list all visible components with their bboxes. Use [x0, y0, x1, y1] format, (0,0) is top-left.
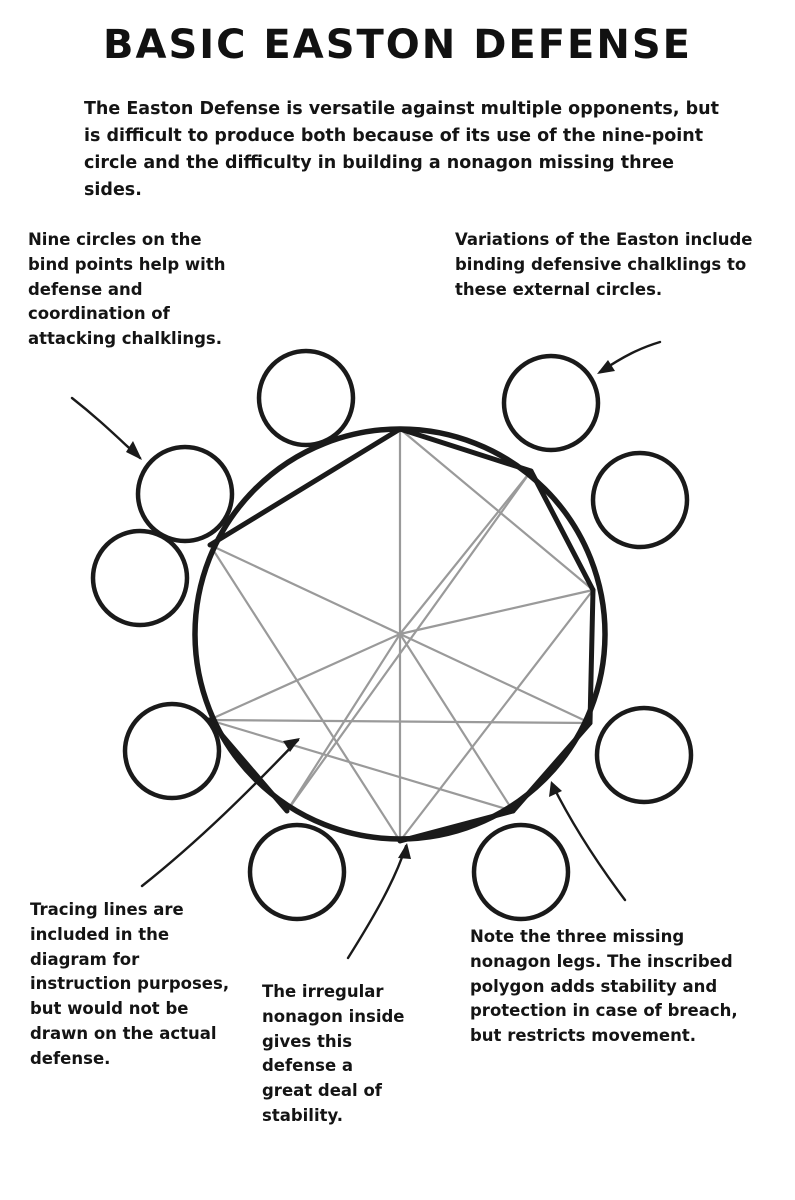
arrow-variations: [600, 342, 660, 372]
intro-paragraph: The Easton Defense is versatile against multiple opponents, but is difficult to produce both because of its use of the nine-point circle and the difficulty in building a nonagon missing three sides.: [84, 99, 719, 201]
trace-line: [400, 634, 513, 811]
trace-chord: [400, 590, 593, 841]
annotation-arrows-group: [72, 342, 660, 958]
arrowhead: [549, 781, 562, 797]
arrowhead: [126, 441, 142, 460]
tracing-lines-group: [209, 429, 593, 841]
nonagon-leg: [531, 471, 593, 590]
bind-circle: [504, 356, 598, 450]
bind-circle: [474, 825, 568, 919]
trace-line: [400, 634, 590, 723]
trace-chord: [209, 720, 590, 723]
arrowhead: [597, 360, 615, 374]
bind-circles-group: [93, 351, 691, 919]
bind-circle: [597, 708, 691, 802]
annotation-nine-circles: Nine circles on the bind points help with defense and coordination of attacking chalklings.: [28, 230, 226, 348]
trace-chord: [210, 429, 400, 545]
trace-chord: [400, 429, 593, 590]
trace-chord: [287, 471, 531, 811]
arrowhead: [398, 843, 411, 859]
trace-line: [209, 634, 400, 720]
arrowhead: [283, 738, 300, 752]
nonagon-leg: [513, 723, 590, 811]
trace-chord: [209, 720, 513, 811]
annotation-tracing-lines: Tracing lines are included in the diagram for instruction purposes, but would not be drawn on the actual defense.: [30, 900, 230, 1068]
bind-circle: [125, 704, 219, 798]
trace-chord: [210, 545, 400, 841]
annotation-missing-legs: Note the three missing nonagon legs. The inscribed polygon adds stability and protection in case of breach, but restricts movement.: [470, 927, 738, 1045]
annotation-variations: Variations of the Easton include binding defensive chalklings to these external circles.: [455, 230, 753, 299]
trace-line: [210, 545, 400, 634]
main-circle: [195, 429, 605, 839]
bind-circle: [259, 351, 353, 445]
nonagon-leg: [400, 429, 531, 471]
bind-circle: [593, 453, 687, 547]
arrow-missing-legs: [552, 784, 625, 900]
page-title: BASIC EASTON DEFENSE: [103, 22, 692, 68]
nonagon-leg: [590, 590, 593, 723]
bind-circle: [93, 531, 187, 625]
arrow-nine-circles: [72, 398, 140, 458]
bind-circle: [138, 447, 232, 541]
annotation-irregular-nonagon: The irregular nonagon inside gives this defense a great deal of stability.: [262, 982, 405, 1125]
arrow-tracing: [142, 740, 298, 886]
trace-line: [400, 471, 531, 634]
arrow-irregular: [348, 846, 406, 958]
nonagon-leg: [400, 811, 513, 841]
nonagon-leg: [210, 429, 400, 545]
bind-circle: [250, 825, 344, 919]
trace-line: [287, 634, 400, 811]
trace-line: [400, 590, 593, 634]
inscribed-nonagon-group: [209, 429, 593, 841]
nonagon-leg: [209, 720, 287, 811]
